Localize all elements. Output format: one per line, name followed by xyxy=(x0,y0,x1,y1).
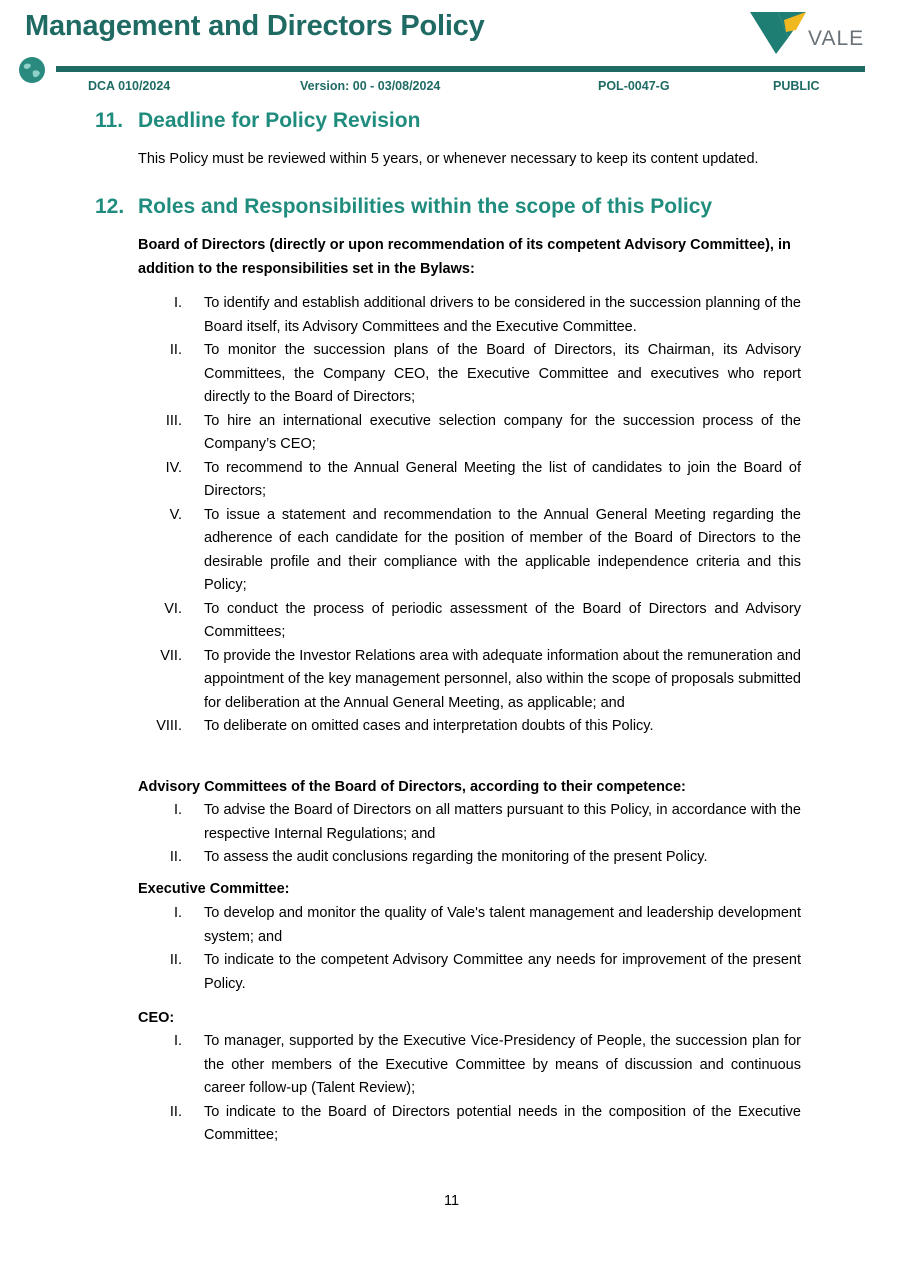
ceo-heading: CEO: xyxy=(138,1010,175,1026)
list-item xyxy=(138,1101,801,1148)
list-item xyxy=(138,949,801,996)
list-item-text: To deliberate on omitted cases and interpretation doubts of this Policy. xyxy=(204,718,654,734)
list-item-number: II. xyxy=(169,342,182,358)
list-item xyxy=(138,645,801,716)
list-item-number: IV. xyxy=(165,459,182,476)
list-item-number: I. xyxy=(173,1033,182,1049)
section-11-body: This Policy must be reviewed within 5 years, or whenever necessary to keep its content updated. xyxy=(138,151,759,167)
list-item-number: II. xyxy=(169,952,182,968)
list-item-number: VII. xyxy=(160,647,182,664)
list-item xyxy=(138,457,801,504)
list-item-text: To recommend to the Annual General Meeting the list of candidates to join the Board of Directors; xyxy=(204,459,801,499)
list-item-number: I. xyxy=(173,905,182,921)
advisory-list xyxy=(138,799,801,870)
list-item-number: I. xyxy=(173,802,182,818)
list-item-number: II. xyxy=(169,1103,182,1120)
list-item-text: To hire an international executive selection company for the succession process of the Company’s CEO; xyxy=(204,412,801,452)
page-number: 11 xyxy=(443,1193,460,1209)
list-item-text: To identify and establish additional drivers to be considered in the succession planning of the Board itself, its Advisory Committees and the Executive Committee. xyxy=(204,295,801,335)
list-item xyxy=(138,1030,801,1101)
list-item-text: To indicate to the Board of Directors potential needs in the composition of the Executive Committee; xyxy=(204,1103,801,1143)
executive-heading: Executive Committee: xyxy=(138,881,290,897)
list-item xyxy=(138,902,801,949)
list-item xyxy=(138,292,801,339)
list-item-text: To assess the audit conclusions regarding the monitoring of the present Policy. xyxy=(204,849,708,865)
list-item-number: III. xyxy=(165,412,182,429)
logo-text: VALE xyxy=(808,27,865,50)
list-item-number: VIII. xyxy=(156,718,182,734)
page-title: Management and Directors Policy xyxy=(25,10,485,42)
section-11-heading xyxy=(95,109,420,133)
list-item-number: V. xyxy=(169,506,182,523)
board-heading: Board of Directors (directly or upon recommendation of its competent Advisory Committee), in addition to the responsibilities set in the Bylaws: xyxy=(138,237,791,277)
list-item-text: To issue a statement and recommendation to the Annual General Meeting regarding the adherence of each candidate for the position of member of the Board of Directors to the desirable profile and their compliance with the applicable independence criteria and this Policy; xyxy=(204,506,801,593)
list-item-text: To develop and monitor the quality of Vale's talent management and leadership development system; and xyxy=(204,905,801,945)
list-item-text: To monitor the succession plans of the Board of Directors, its Chairman, its Advisory Committees, the Company CEO, the Executive Committee and executives who report directly to the Board of Directors; xyxy=(204,342,801,405)
section-number: 11. xyxy=(95,109,124,132)
list-item-number: I. xyxy=(173,295,182,311)
list-item xyxy=(138,504,801,598)
section-title: Deadline for Policy Revision xyxy=(138,109,421,132)
list-item xyxy=(138,799,801,846)
doc-version: Version: 00 - 03/08/2024 xyxy=(300,79,441,93)
list-item xyxy=(138,598,801,645)
list-item-text: To manager, supported by the Executive Vice-Presidency of People, the succession plan for the other members of the Executive Committee by means of discussion and continuous career follow-up (Talent Review); xyxy=(204,1033,801,1096)
list-item-number: II. xyxy=(169,849,182,865)
section-title: Roles and Responsibilities within the scope of this Policy xyxy=(138,195,713,218)
list-item-text: To indicate to the competent Advisory Committee any needs for improvement of the present Policy. xyxy=(204,952,801,992)
advisory-heading: Advisory Committees of the Board of Directors, according to their competence: xyxy=(138,779,686,795)
section-number: 12. xyxy=(95,195,125,218)
list-item xyxy=(138,846,801,870)
ceo-list xyxy=(138,1030,801,1148)
list-item-text: To conduct the process of periodic assessment of the Board of Directors and Advisory Committees; xyxy=(204,600,801,640)
list-item xyxy=(138,410,801,457)
list-item-number: VI. xyxy=(164,600,182,617)
header-rule xyxy=(56,66,865,72)
globe-icon xyxy=(18,56,46,84)
list-item-text: To provide the Investor Relations area with adequate information about the remuneration and appointment of the key management personnel, also within the scope of proposals submitted for deliberation at the Annual General Meeting, as applicable; and xyxy=(204,647,801,711)
list-item-text: To advise the Board of Directors on all matters pursuant to this Policy, in accordance with the respective Internal Regulations; and xyxy=(204,802,801,842)
doc-code: POL-0047-G xyxy=(598,79,670,93)
executive-list xyxy=(138,902,801,996)
doc-id: DCA 010/2024 xyxy=(88,79,171,93)
section-12-heading xyxy=(95,195,712,219)
list-item xyxy=(138,339,801,410)
list-item xyxy=(138,715,801,739)
doc-classification: PUBLIC xyxy=(773,79,820,93)
board-list xyxy=(138,292,801,739)
